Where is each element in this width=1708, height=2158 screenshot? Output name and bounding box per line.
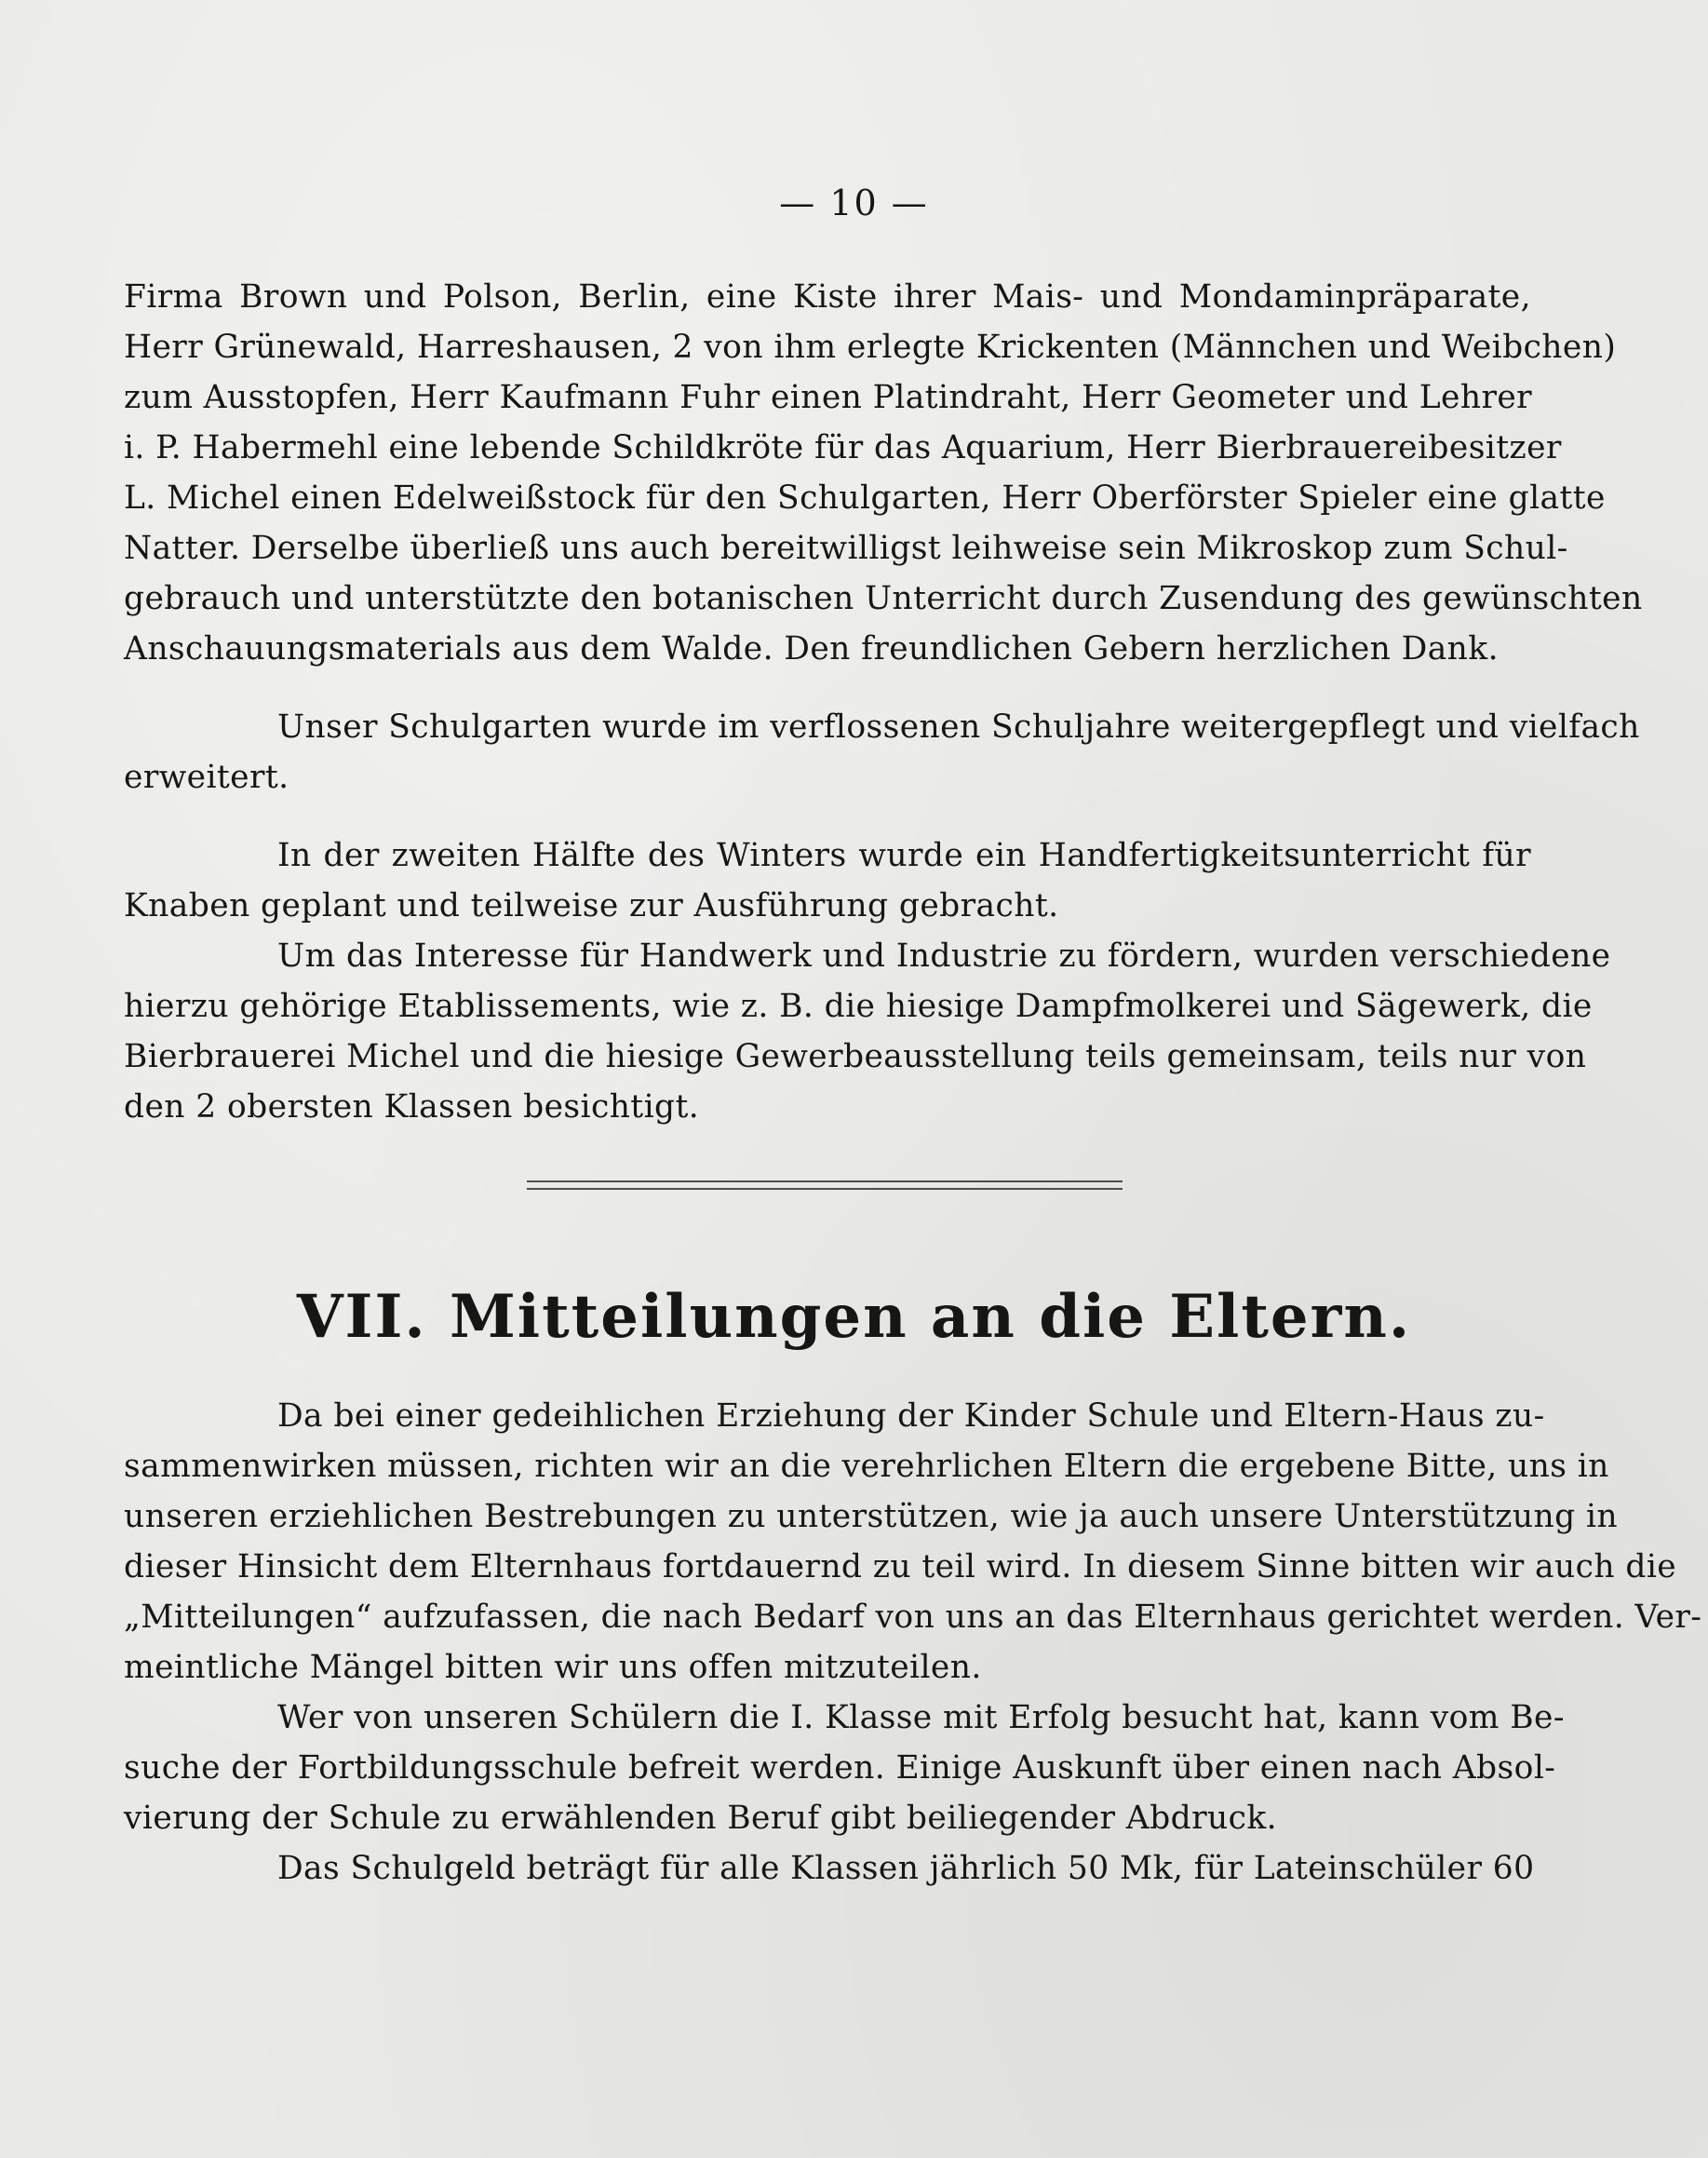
text-line: Anschauungsmaterials aus dem Walde. Den freundlichen Gebern herzlichen Dank. xyxy=(124,630,1499,668)
text-line: gebrauch und unterstützte den botanischen Unterricht durch Zusendung des gewünschten xyxy=(124,580,1643,617)
text-line: Unser Schulgarten wurde im verflossenen Schuljahre weitergepflegt und vielfach xyxy=(277,708,1640,746)
paragraph-continuation-school xyxy=(124,1693,1565,1843)
paragraph-donations xyxy=(124,272,1643,674)
section-heading: VII. Mitteilungen an die Eltern. xyxy=(296,1282,1412,1352)
text-line: In der zweiten Hälfte des Winters wurde ein Handfertigkeitsunterricht für xyxy=(277,837,1531,874)
text-line: Natter. Derselbe überließ uns auch bereitwilligst leihweise sein Mikroskop zum Schul- xyxy=(124,530,1568,567)
paragraph-industry xyxy=(124,931,1611,1132)
paragraph-handicraft xyxy=(124,830,1531,931)
paragraph-cooperation xyxy=(124,1391,1702,1693)
section-donations xyxy=(124,272,1643,1132)
paragraph-school-garden xyxy=(124,702,1640,803)
text-line: den 2 obersten Klassen besichtigt. xyxy=(124,1088,700,1126)
text-line: Das Schulgeld beträgt für alle Klassen jährlich 50 Mk, für Lateinschüler 60 xyxy=(277,1850,1535,1887)
text-line: unseren erziehlichen Bestrebungen zu unterstützen, wie ja auch unsere Unterstützung in xyxy=(124,1498,1619,1535)
section-divider xyxy=(527,1180,1123,1190)
text-line: erweitert. xyxy=(124,759,289,796)
text-line: Wer von unseren Schülern die I. Klasse mit Erfolg besucht hat, kann vom Be- xyxy=(277,1699,1565,1736)
text-line: Herr Grünewald, Harreshausen, 2 von ihm erlegte Krickenten (Männchen und Weibchen) xyxy=(124,329,1617,366)
section-parents xyxy=(124,1391,1702,1894)
text-line: Um das Interesse für Handwerk und Industrie zu fördern, wurden verschiedene xyxy=(277,937,1611,975)
text-line: Firma Brown und Polson, Berlin, eine Kiste ihrer Mais- und Mondaminpräparate, xyxy=(124,278,1531,316)
text-line: dieser Hinsicht dem Elternhaus fortdauernd zu teil wird. In diesem Sinne bitten wir auch die xyxy=(124,1548,1677,1585)
paragraph-tuition xyxy=(124,1843,1535,1894)
text-line: i. P. Habermehl eine lebende Schildkröte für das Aquarium, Herr Bierbrauereibesitzer xyxy=(124,429,1562,466)
text-line: L. Michel einen Edelweißstock für den Schulgarten, Herr Oberförster Spieler eine glatte xyxy=(124,479,1606,517)
text-line: suche der Fortbildungsschule befreit werden. Einige Auskunft über einen nach Absol- xyxy=(124,1749,1556,1787)
text-line: hierzu gehörige Etablissements, wie z. B. die hiesige Dampfmolkerei und Sägewerk, die xyxy=(124,988,1593,1025)
text-line: Bierbrauerei Michel und die hiesige Gewerbeausstellung teils gemeinsam, teils nur von xyxy=(124,1038,1587,1075)
text-line: sammenwirken müssen, richten wir an die verehrlichen Eltern die ergebene Bitte, uns in xyxy=(124,1448,1609,1485)
text-line: vierung der Schule zu erwählenden Beruf gibt beiliegender Abdruck. xyxy=(124,1800,1277,1837)
page-number: — 10 — xyxy=(779,182,929,223)
text-line: Da bei einer gedeihlichen Erziehung der Kinder Schule und Eltern-Haus zu- xyxy=(277,1397,1545,1435)
text-line: Knaben geplant und teilweise zur Ausführung gebracht. xyxy=(124,887,1059,924)
text-line: „Mitteilungen“ aufzufassen, die nach Bedarf von uns an das Elternhaus gerichtet werden. Ver- xyxy=(124,1598,1702,1636)
text-line: zum Ausstopfen, Herr Kaufmann Fuhr einen Platindraht, Herr Geometer und Lehrer xyxy=(124,379,1533,416)
text-line: meintliche Mängel bitten wir uns offen mitzuteilen. xyxy=(124,1649,982,1686)
